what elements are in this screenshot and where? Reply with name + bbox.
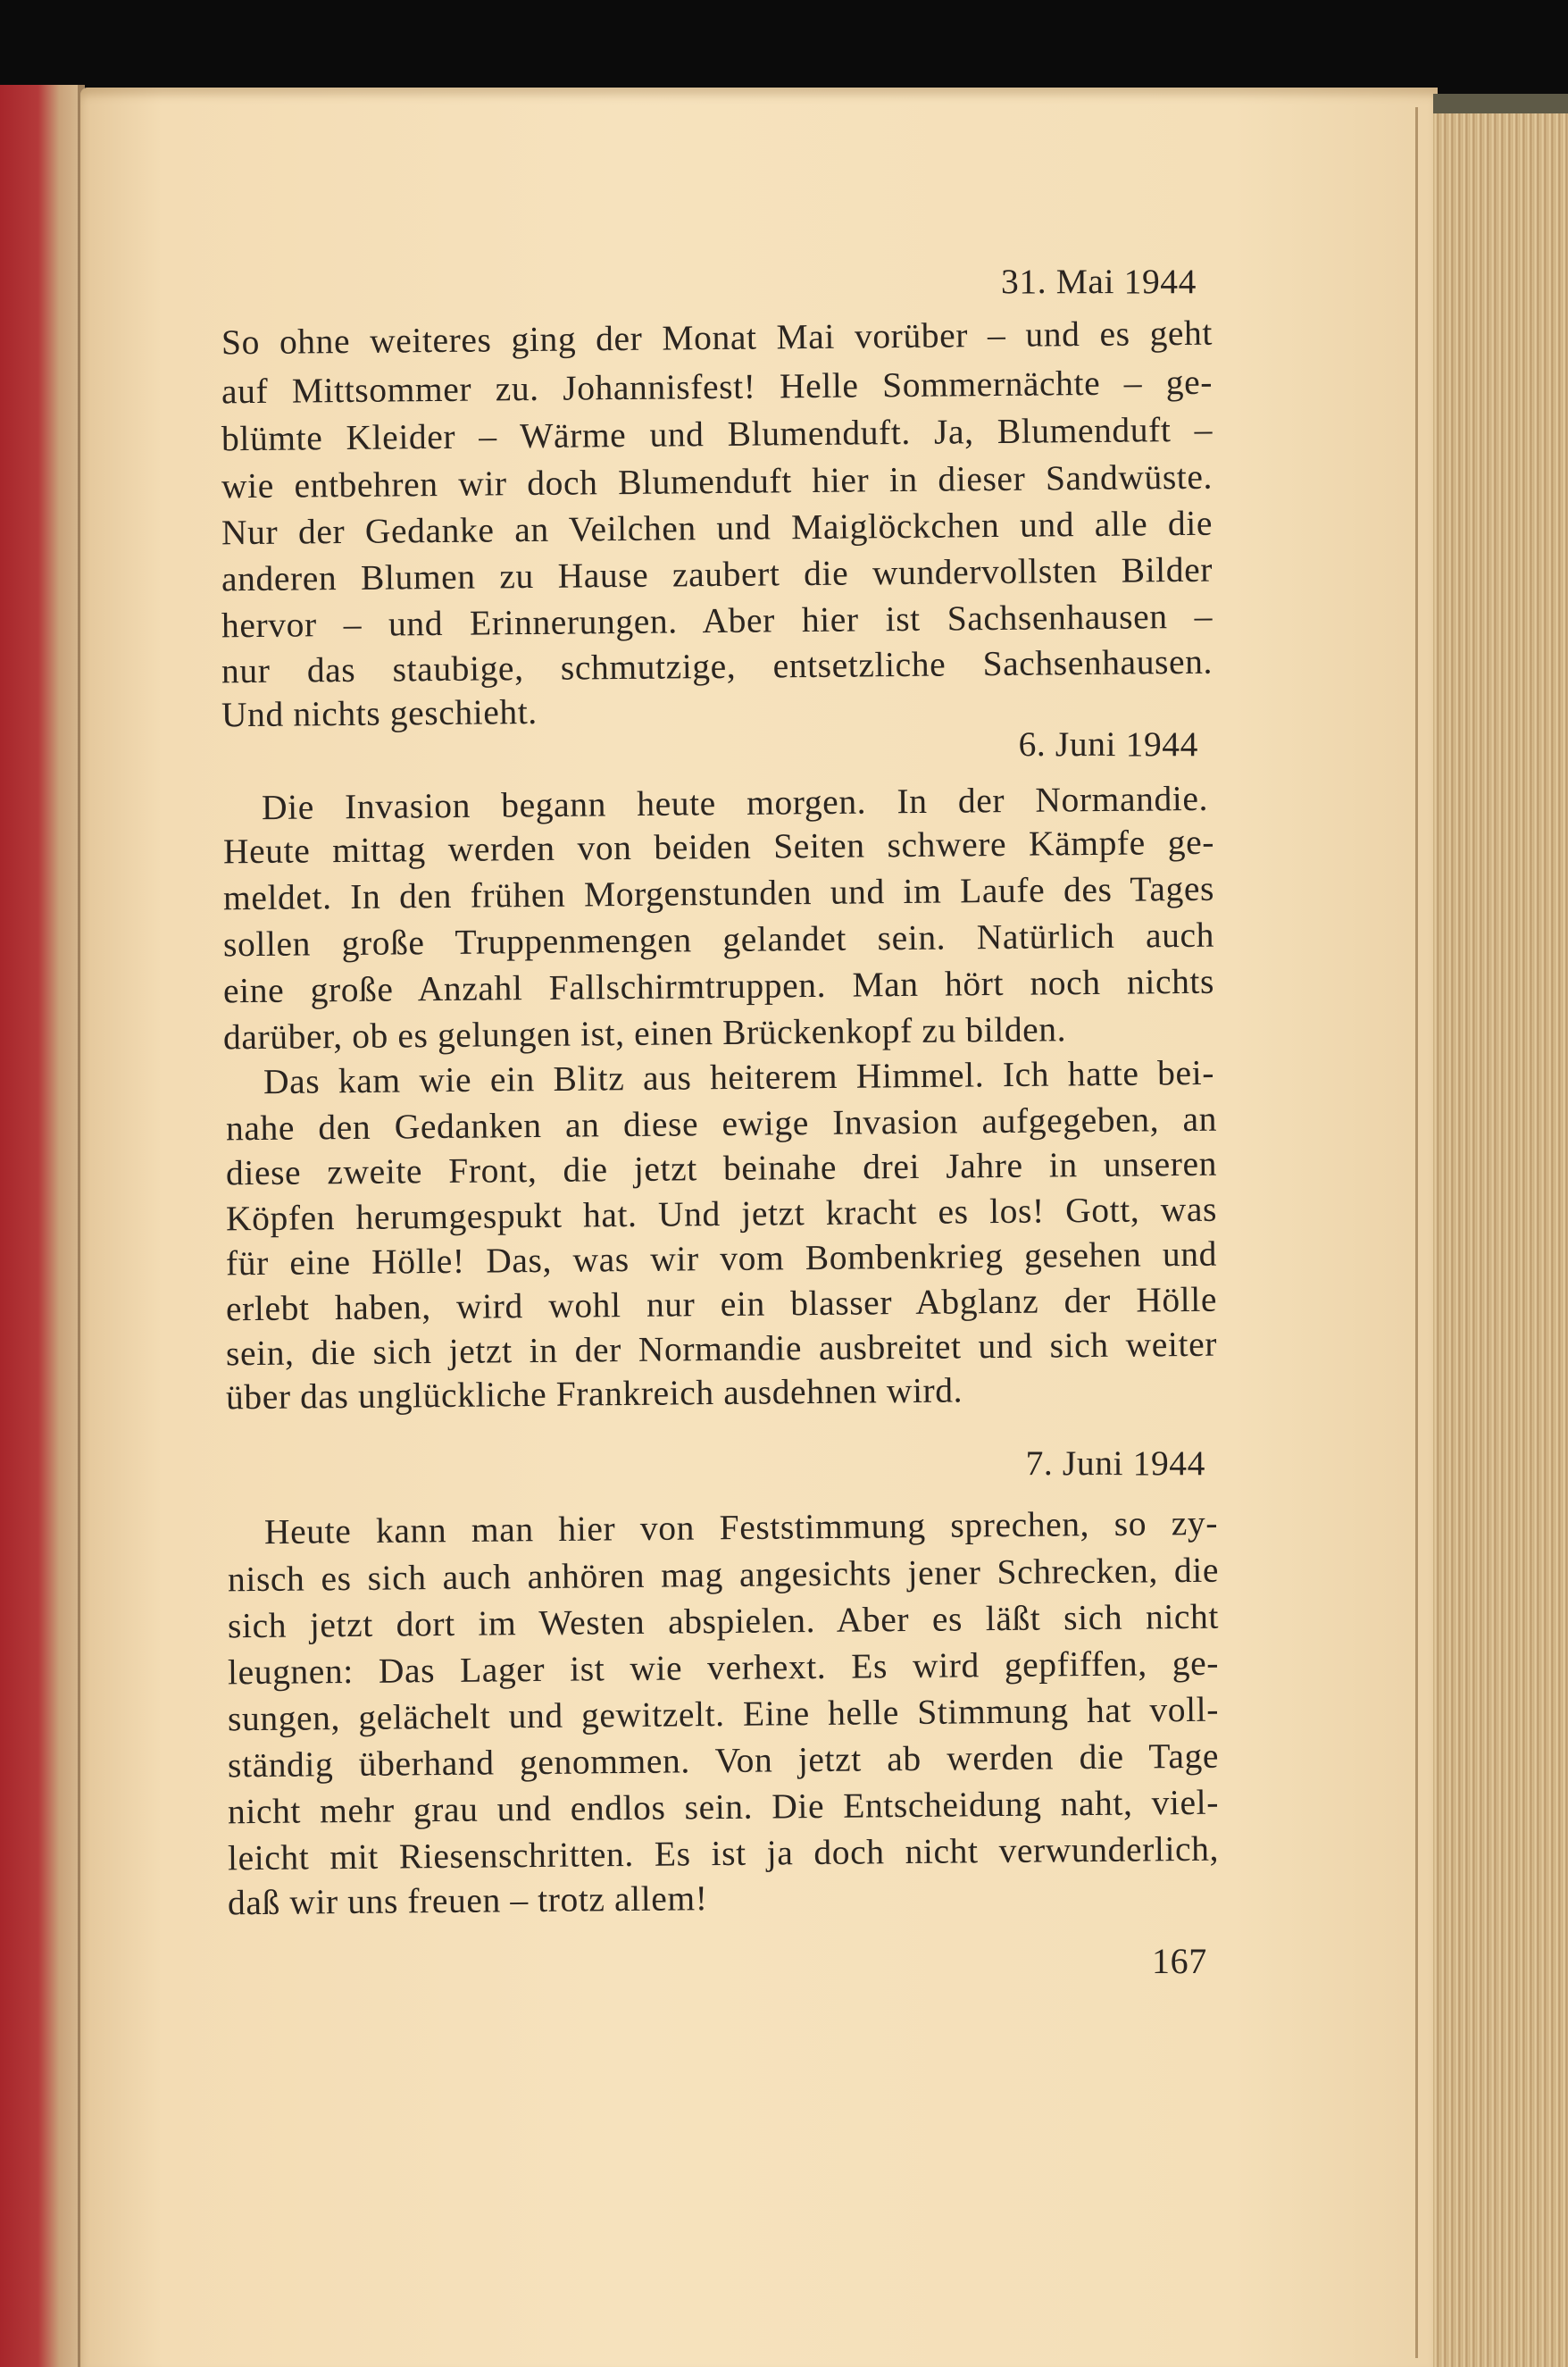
- text-line: nahe den Gedanken an diese ewige Invasion aufgegeben, an: [225, 1099, 1218, 1149]
- text-line: ständig überhand genommen. Von jetzt ab werden die Tage: [227, 1736, 1220, 1786]
- text-line: nicht mehr grau und endlos sein. Die Entscheidung naht, viel-: [227, 1782, 1220, 1832]
- text-line: So ohne weiteres ging der Monat Mai vorüber – und es geht: [221, 313, 1214, 363]
- page-fold-line: [1415, 107, 1418, 2358]
- text-line: hervor – und Erinnerungen. Aber hier ist Sachsenhausen –: [221, 596, 1214, 646]
- page-stack-edge: [1433, 94, 1568, 2367]
- text-line: Die Invasion begann heute morgen. In der Normandie.: [261, 778, 1209, 828]
- text-line: Heute mittag werden von beiden Seiten schwere Kämpfe ge-: [222, 822, 1215, 872]
- text-line: sungen, gelächelt und gewitzelt. Eine helle Stimmung hat voll-: [227, 1689, 1220, 1739]
- text-line: nur das staubige, schmutzige, entsetzliche Sachsenhausen.: [221, 641, 1214, 691]
- text-line: über das unglückliche Frankreich ausdehnen wird.: [225, 1370, 963, 1418]
- text-line: leicht mit Riesenschritten. Es ist ja doch nicht verwunderlich,: [227, 1828, 1220, 1878]
- text-line: leugnen: Das Lager ist wie verhext. Es wird gepfiffen, ge-: [227, 1643, 1220, 1693]
- text-line: Das kam wie ein Blitz aus heiterem Himmel. Ich hatte bei-: [263, 1052, 1215, 1102]
- text-line: Und nichts geschieht.: [221, 691, 538, 735]
- text-line: sich jetzt dort im Westen abspielen. Aber es läßt sich nicht: [227, 1596, 1220, 1646]
- previous-page-edge: [0, 85, 85, 2367]
- text-line: auf Mittsommer zu. Johannisfest! Helle Sommernächte – ge-: [221, 362, 1214, 412]
- text-line: sein, die sich jetzt in der Normandie ausbreitet und sich weiter: [225, 1324, 1218, 1374]
- text-line: nisch es sich auch anhören mag angesichts jener Schrecken, die: [227, 1550, 1220, 1600]
- entry-date: 31. Mai 1944: [1001, 262, 1197, 301]
- text-line: wie entbehren wir doch Blumenduft hier in dieser Sandwüste.: [221, 456, 1214, 506]
- entry-date: 7. Juni 1944: [1025, 1443, 1205, 1483]
- text-line: Heute kann man hier von Feststimmung sprechen, so zy-: [263, 1502, 1219, 1552]
- text-line: darüber, ob es gelungen ist, einen Brückenkopf zu bilden.: [222, 1009, 1067, 1058]
- text-line: blümte Kleider – Wärme und Blumenduft. Ja, Blumenduft –: [221, 409, 1214, 459]
- text-line: anderen Blumen zu Hause zaubert die wundervollsten Bilder: [221, 549, 1214, 599]
- text-line: sollen große Truppenmengen gelandet sein. Natürlich auch: [222, 915, 1215, 965]
- text-line: Köpfen herumgespukt hat. Und jetzt kracht es los! Gott, was: [225, 1189, 1218, 1239]
- text-line: daß wir uns freuen – trotz allem!: [227, 1878, 708, 1923]
- entry-date: 6. Juni 1944: [1018, 724, 1198, 764]
- text-line: erlebt haben, wird wohl nur ein blasser Abglanz der Hölle: [225, 1279, 1218, 1329]
- text-line: für eine Hölle! Das, was wir vom Bombenkrieg gesehen und: [225, 1234, 1218, 1284]
- text-line: eine große Anzahl Fallschirmtruppen. Man hört noch nichts: [222, 961, 1215, 1011]
- text-line: meldet. In den frühen Morgenstunden und im Laufe des Tages: [222, 868, 1215, 918]
- text-line: Nur der Gedanke an Veilchen und Maiglöckchen und alle die: [221, 503, 1214, 553]
- page-number: 167: [1152, 1941, 1207, 1981]
- text-line: diese zweite Front, die jetzt beinahe drei Jahre in unseren: [225, 1143, 1218, 1193]
